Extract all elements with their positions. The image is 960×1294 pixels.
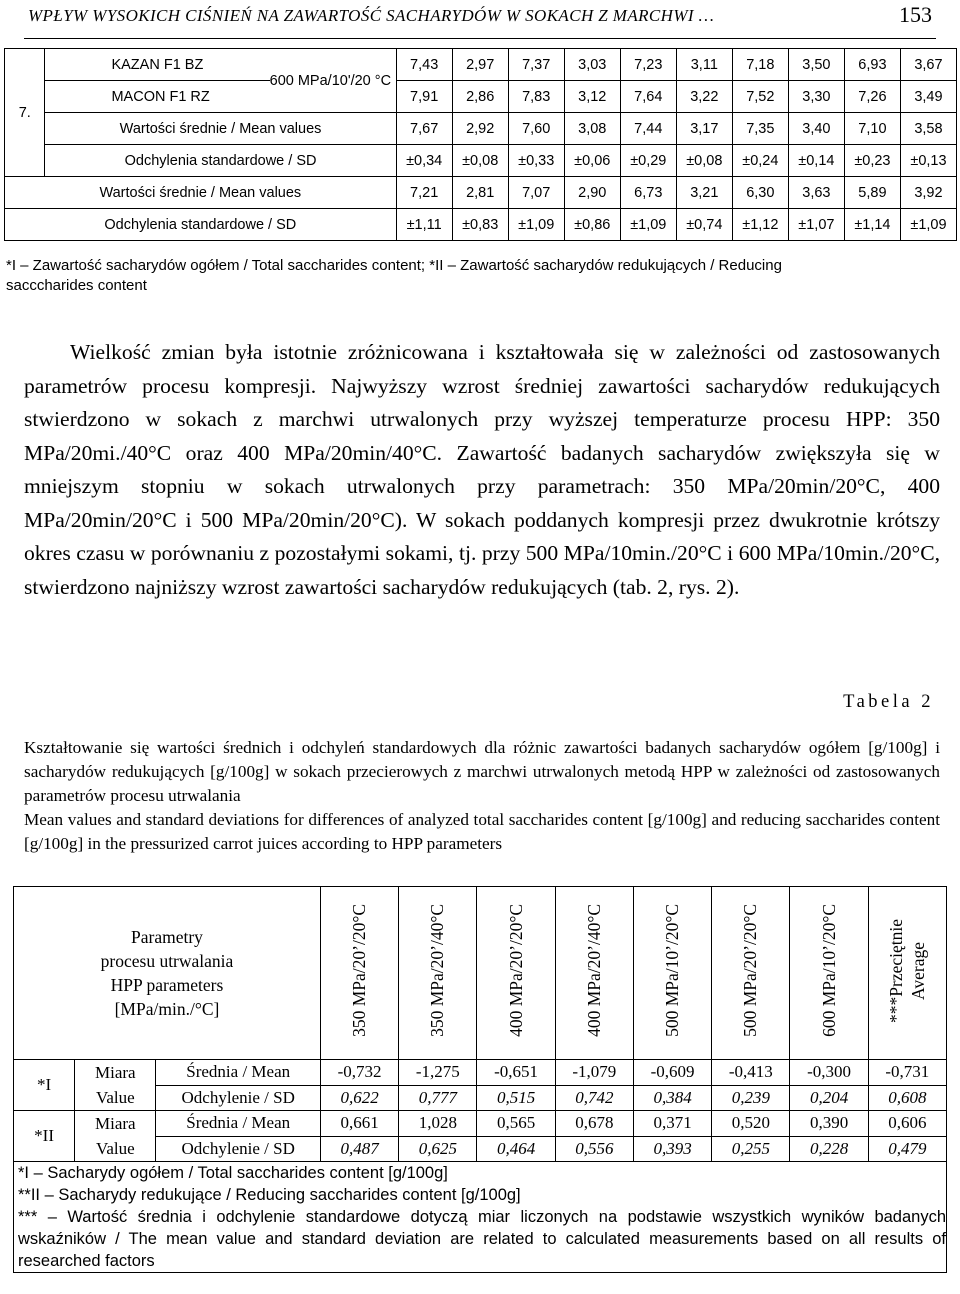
cell-value: 3,49 xyxy=(900,81,956,113)
param-header xyxy=(14,887,321,1060)
cell-value: -0,300 xyxy=(790,1060,868,1086)
cell-value: 7,52 xyxy=(732,81,788,113)
cell-value: 6,93 xyxy=(844,49,900,81)
cell-value: 7,18 xyxy=(732,49,788,81)
cell-value: 3,92 xyxy=(900,177,956,209)
footnote-line: *I – Sacharydy ogółem / Total saccharides content [g/100g] xyxy=(18,1164,448,1182)
cell-value: 7,23 xyxy=(620,49,676,81)
cell-value: ±0,29 xyxy=(620,145,676,177)
cell-value: ±1,14 xyxy=(844,209,900,241)
param-label: 600 MPa/10'/20 °C xyxy=(270,49,397,113)
table1-footnote xyxy=(6,256,946,296)
cell-value: -1,275 xyxy=(399,1060,477,1086)
column-header: 500 MPa/20’/20°C xyxy=(712,887,790,1060)
cell-value: 7,44 xyxy=(620,113,676,145)
cell-value: 3,17 xyxy=(676,113,732,145)
caption-polish: Kształtowanie się wartości średnich i odchyleń standardowych dla różnic zawartości badanych sacharydów ogółem [g/100g] i sacharydów redukujących [g/100g] w sokach przecierowych z marchwi utrwalonych metodą HPP w zależności od zastosowanych parametrów procesu utrwalania xyxy=(24,738,940,805)
cell-value: 3,58 xyxy=(900,113,956,145)
row-label: Odchylenia standardowe / SD xyxy=(5,209,397,241)
cell-value: ±0,74 xyxy=(676,209,732,241)
running-title: WPŁYW WYSOKICH CIŚNIEŃ NA ZAWARTOŚĆ SACHARYDÓW W SOKACH Z MARCHWI … xyxy=(28,6,715,25)
cell-value: 7,21 xyxy=(396,177,452,209)
cell-value: 2,92 xyxy=(452,113,508,145)
average-column-header xyxy=(868,887,946,1060)
cell-value: 2,97 xyxy=(452,49,508,81)
cell-value: ±0,86 xyxy=(564,209,620,241)
cell-value: 7,43 xyxy=(396,49,452,81)
cell-value: 7,91 xyxy=(396,81,452,113)
cell-value: 0,520 xyxy=(712,1111,790,1137)
cell-value: ±0,08 xyxy=(676,145,732,177)
cell-value: 0,742 xyxy=(555,1085,633,1111)
column-header: 400 MPa/20’/20°C xyxy=(477,887,555,1060)
cell-value: 0,515 xyxy=(477,1085,555,1111)
header-line: [MPa/min./°C] xyxy=(114,999,220,1019)
cell-value: ±0,06 xyxy=(564,145,620,177)
cell-value: ±1,09 xyxy=(900,209,956,241)
cell-value: 3,03 xyxy=(564,49,620,81)
cell-value: 7,10 xyxy=(844,113,900,145)
cell-value: 0,777 xyxy=(399,1085,477,1111)
miara-label: Miara Value xyxy=(75,1060,156,1111)
cell-value: 0,661 xyxy=(320,1111,398,1137)
caption-english: Mean values and standard deviations for differences of analyzed total saccharides content [g/100g] and reducing saccharides content [g/100g] in the pressurized carrot juices according to HPP parameters xyxy=(24,810,940,853)
cell-value: ±1,12 xyxy=(732,209,788,241)
table-row xyxy=(5,113,957,145)
cell-value: 0,487 xyxy=(320,1136,398,1162)
body-paragraph xyxy=(24,336,940,604)
cell-value: 0,393 xyxy=(633,1136,711,1162)
row-label: Odchylenie / SD xyxy=(156,1085,321,1111)
results-table-continuation xyxy=(4,48,957,241)
table-caption xyxy=(24,736,940,856)
cell-value: -0,732 xyxy=(320,1060,398,1086)
cell-value: 0,239 xyxy=(712,1085,790,1111)
cell-value: 0,371 xyxy=(633,1111,711,1137)
cell-value: 2,81 xyxy=(452,177,508,209)
cell-value: 1,028 xyxy=(399,1111,477,1137)
cultivar-label: KAZAN F1 BZ xyxy=(45,49,270,81)
cell-value: ±0,23 xyxy=(844,145,900,177)
table-row xyxy=(14,1060,947,1086)
table-row xyxy=(5,145,957,177)
cell-value: -0,731 xyxy=(868,1060,946,1086)
table-2 xyxy=(13,886,947,1273)
cell-value: 7,37 xyxy=(508,49,564,81)
cell-value: 2,90 xyxy=(564,177,620,209)
cell-value: 0,678 xyxy=(555,1111,633,1137)
cell-value: 6,30 xyxy=(732,177,788,209)
cell-value: 0,565 xyxy=(477,1111,555,1137)
cell-value: ±0,34 xyxy=(396,145,452,177)
cell-value: ±1,09 xyxy=(620,209,676,241)
column-header: 400 MPa/20’/40°C xyxy=(555,887,633,1060)
cell-value: 3,50 xyxy=(788,49,844,81)
cell-value: -1,079 xyxy=(555,1060,633,1086)
table-row xyxy=(14,1111,947,1137)
cell-value: 0,606 xyxy=(868,1111,946,1137)
cell-value: 5,89 xyxy=(844,177,900,209)
cell-value: 3,40 xyxy=(788,113,844,145)
running-header xyxy=(24,0,936,39)
cell-value: ±0,24 xyxy=(732,145,788,177)
cell-value: 0,608 xyxy=(868,1085,946,1111)
cell-value: ±0,08 xyxy=(452,145,508,177)
footnote-line: sacccharides content xyxy=(6,277,147,294)
cell-value: 2,86 xyxy=(452,81,508,113)
cell-value: -0,651 xyxy=(477,1060,555,1086)
cell-value: ±1,11 xyxy=(396,209,452,241)
column-header: 500 MPa/10’/20°C xyxy=(633,887,711,1060)
column-header: 350 MPa/20’/20°C xyxy=(320,887,398,1060)
row-label: Średnia / Mean xyxy=(156,1060,321,1086)
cell-value: 0,479 xyxy=(868,1136,946,1162)
column-header: 600 MPa/10’/20°C xyxy=(790,887,868,1060)
header-line: Average xyxy=(908,941,929,1000)
row-label: Wartości średnie / Mean values xyxy=(5,177,397,209)
footnote-line: *** – Wartość średnia i odchylenie standardowe dotyczą miar liczonych na podstawie wszystkich wyników badanych wskaźników / The mean value and standard deviation are related to calculated measurements based on all results of researched factors xyxy=(18,1208,946,1270)
footnote-line: *I – Zawartość sacharydów ogółem / Total saccharides content; *II – Zawartość sacharydów redukujących / Reducing xyxy=(6,257,782,274)
table-row xyxy=(5,81,957,113)
cell-value: 7,64 xyxy=(620,81,676,113)
cell-value: 7,26 xyxy=(844,81,900,113)
cell-value: ±1,07 xyxy=(788,209,844,241)
group-label: *I xyxy=(14,1060,75,1111)
header-line: Parametry xyxy=(131,927,203,947)
column-header: 350 MPa/20’/40°C xyxy=(399,887,477,1060)
footnote-line: **II – Sacharydy redukujące / Reducing saccharides content [g/100g] xyxy=(18,1186,521,1204)
cell-value: 0,625 xyxy=(399,1136,477,1162)
table-footnote-row xyxy=(14,1162,947,1273)
cell-value: 0,384 xyxy=(633,1085,711,1111)
cell-value: 3,30 xyxy=(788,81,844,113)
cell-value: 6,73 xyxy=(620,177,676,209)
cell-value: ±0,33 xyxy=(508,145,564,177)
header-line: procesu utrwalania xyxy=(100,951,234,971)
cell-value: 0,464 xyxy=(477,1136,555,1162)
cell-value: ±0,14 xyxy=(788,145,844,177)
header-line: HPP parameters xyxy=(110,975,224,995)
group-label: *II xyxy=(14,1111,75,1162)
cell-value: -0,413 xyxy=(712,1060,790,1086)
row-label: Odchylenie / SD xyxy=(156,1136,321,1162)
row-label: Odchylenia standardowe / SD xyxy=(45,145,396,177)
cell-value: 3,12 xyxy=(564,81,620,113)
table-footnotes xyxy=(14,1162,947,1273)
cell-value: 0,556 xyxy=(555,1136,633,1162)
cell-value: 7,07 xyxy=(508,177,564,209)
cell-value: 0,255 xyxy=(712,1136,790,1162)
cell-value: 7,67 xyxy=(396,113,452,145)
table-header-row xyxy=(14,887,947,1060)
row-label: Średnia / Mean xyxy=(156,1111,321,1137)
cell-value: 0,204 xyxy=(790,1085,868,1111)
miara-label: Miara Value xyxy=(75,1111,156,1162)
cell-value: 0,622 xyxy=(320,1085,398,1111)
cell-value: 3,11 xyxy=(676,49,732,81)
table-label: Tabela 2 xyxy=(843,692,934,712)
table-row xyxy=(5,209,957,241)
cell-value: 3,63 xyxy=(788,177,844,209)
row-label: Wartości średnie / Mean values xyxy=(45,113,396,145)
row-index: 7. xyxy=(5,49,45,177)
cell-value: ±1,09 xyxy=(508,209,564,241)
page-number: 153 xyxy=(899,2,932,27)
cell-value: 3,67 xyxy=(900,49,956,81)
cell-value: ±0,13 xyxy=(900,145,956,177)
cell-value: 3,21 xyxy=(676,177,732,209)
cell-value: -0,609 xyxy=(633,1060,711,1086)
cell-value: 0,228 xyxy=(790,1136,868,1162)
cell-value: 7,60 xyxy=(508,113,564,145)
cultivar-label: MACON F1 RZ xyxy=(45,81,270,113)
cell-value: ±0,83 xyxy=(452,209,508,241)
cell-value: 7,83 xyxy=(508,81,564,113)
paragraph-text: Wielkość zmian była istotnie zróżnicowana i kształtowała się w zależności od zastosowanych parametrów procesu kompresji. Najwyższy wzrost średniej zawartości sacharydów redukujących stwierdzono w sokach z marchwi utrwalonych przy wyższej temperaturze procesu HPP: 350 MPa/20mi./40°C oraz 400 MPa/20min/40°C. Zawartość badanych sacharydów zwiększyła się w mniejszym stopniu w sokach utrwalonych przy parametrach: 350 MPa/20min/20°C, 400 MPa/20min/20°C i 500 MPa/20min/20°C). W sokach poddanych kompresji przez dwukrotnie krótszy okres czasu w porównaniu z pozostałymi sokami, tj. przy 500 MPa/10min./20°C i 600 MPa/10min./20°C, stwierdzono najniższy wzrost zawartości sacharydów redukujących (tab. 2, rys. 2). xyxy=(24,340,940,599)
cell-value: 0,390 xyxy=(790,1111,868,1137)
cell-value: 7,35 xyxy=(732,113,788,145)
cell-value: 3,08 xyxy=(564,113,620,145)
table-row xyxy=(5,177,957,209)
table-row xyxy=(5,49,957,81)
cell-value: 3,22 xyxy=(676,81,732,113)
header-line: ***Przeciętnie xyxy=(886,918,907,1023)
